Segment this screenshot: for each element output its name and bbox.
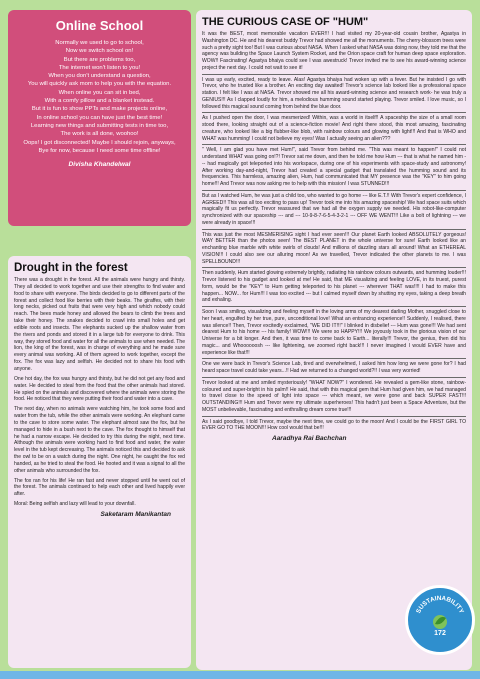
story-moral: Moral: Being selfish and lazy will lead to your downfall.	[14, 501, 136, 508]
divider	[202, 416, 466, 417]
divider	[202, 74, 466, 75]
poem-line: Oops! I got disconnected! Maybe I should rejoin, anyways,	[23, 139, 176, 146]
article-paragraph: But as I watched Hum, he was just a child too, who wanted to go home --- like E.T.!! With Trevor's expert confidence, I AGREED!! This was all too exciting to pass up! Trevor took me into his amazing spaceship! We had space suits which magically fit us perfectly. Trevor reassured that we had all the oxygen supply we needed. His robot-like-computer synchronized with our spaceship --- and --- 10-9-8-7-6-5-4-3-2-1 --- OFF WE WENT!!! Like a bolt of lightning --- we were already in space!!!	[202, 192, 466, 226]
article-paragraph: " Well, I am glad you have met Hum!", said Trevor from behind me. "This was meant to happen!" I could not understand WHAT was going on!?! Trevor sat me down, and then he told me how Hum --- that is what he named him --- had magically got teleported into his workspace, during one of his experiments with space-study and astronomy! After working day-and-night, Trevor had created a special gadget that translated the humming sound and its frequencies. This harmless, amazing alien, Hum, had communicated that MY presence was the "KEY" to him going home!!! And Trevor was now asking me to help with this mission! I was STUNNED!!!	[202, 147, 466, 187]
poem-line: The internet won't listen to you!	[58, 64, 141, 71]
bottom-strip	[0, 671, 480, 679]
story-box	[8, 256, 191, 668]
article-paragraph: Soon I was smiling, visualizing and feeling myself in the loving arms of my dearest darling Mother, snuggled close to her heart, engulfed by her true, pure, unconditional love! What an entrancing experience!! Suddenly, I realised, there was silence!! Then, Trevor excitedly exclaimed, "WE DID IT!!!" I blinked in disbelief --- Hum was gone!!! We had sent dearest Hum to his home --- his family! WOW!!! We were so HAPPY!!! We joyously took in the glorious vision of our Universe for a bit longer. And then, it was time to come back to Earth... literally!!! Trevor, the genius, then did his magic... and Whoooooosh --- like lightening, we zoomed right back!!! I never imagined I would EVER have and experience like that!!!	[202, 309, 466, 356]
poem-title: Online School	[55, 18, 144, 33]
poem-line: Now we switch school on!	[65, 48, 134, 55]
article-paragraph: As I pushed open the door, I was mesmerized! Within, was a world in itself!! A spaceship the size of a small room stood there, looking straight out of a science-fiction movie! And right there stood, this most amazing, fascinating creature, who looked like a big flubber-like blob, with rainbow colours and glowing with light!!! And that is WHO and WHAT was humming! I could not believe my eyes! Was I actually seeing an alien???	[202, 115, 466, 142]
poem-author: Divisha Khandelwal	[68, 161, 131, 169]
article-paragraph: Trevor looked at me and smiled mysteriously! "WHAT NOW?" I wondered. He revealed a gem-like stone, rainbow-coloured and super-bright in his palm!! He said, that with this magical gem that Hum had given him, we had managed to travel close to the speed of light into space --- which meant, we were gone and back SUPER FAST!!! OUTSTANDING!!! Hum and Trevor were my ultimate superheroes! This hadn't just been a Space Adventure, but the MOST unbelievable, fascinating and enthralling dream come true!!!	[202, 379, 466, 413]
story-paragraph: One hot day, the fox was hungry and thirsty, but he did not get any food and water. He decided to steal from the food that the other animals had stored. He spied on the animals and discovered where the animals were storing the food. He noticed that they were putting their food and water into a cave.	[14, 375, 185, 403]
poem-line: When you don't understand a question,	[48, 73, 151, 80]
story-author: Saketaram Manikantan	[100, 511, 171, 518]
story-paragraph: The fox ran for his life! He ran fast and never stopped until he went out of the forest. The animals continued to help each other and lived happily ever after.	[14, 477, 185, 498]
poem-line: When online you can sit in bed,	[58, 89, 141, 96]
article-paragraph: It was the BEST, most memorable vacation EVER!!! I had visited my 20-year-old cousin brother, Agastya in Washington DC. He and his dearest buddy Trevor had showed me all the monuments. The cherry-blossom trees were such a pretty sight too! But I was curious about NASA. When I asked what NASA was doing now, they told me that the agency was building the Space Launch System Rocket, and the Orion space craft for human deep space exploration. WOW!! Fascinating! Agastya bhaiya could see I was awestruck! Trevor invited me to see his award-winning science project the next day. I could not wait to see it!	[202, 31, 466, 71]
poem-line: The work is all done, woohoo!	[60, 131, 139, 138]
poem-line: But it is fun to show PPTs and make projects online,	[31, 106, 168, 113]
divider	[202, 190, 466, 191]
badge-text: SUSTAINABILITY	[415, 594, 465, 615]
poem-box	[8, 10, 191, 226]
article-paragraph: Then suddenly, Hum started glowing extremely brightly, radiating his rainbow colours outwards, and humming louder!!! Trevor listened to his gadget and looked at me! He said, that ME visualizing and feeling LOVE, in its truest, purest form, would be the "KEY" to Hum getting teleported to his planet --- wherever THAT was!!!! I had to make this happen... NOW... for Hum!!! I was too excited --- but I calmed myself down by shutting my eyes, taking a deep breath and exhaling.	[202, 270, 466, 304]
poem-line: Learning new things and submitting tests in time too,	[30, 122, 169, 129]
article-author: Aaradhya Rai Bachchan	[272, 435, 347, 442]
article-paragraph: As I said goodbye, I told Trevor, maybe the next time, we could go to the moon! And I could be the FIRST GIRL TO EVER GO TO THE MOON!!! How cool would that be!!!	[202, 418, 466, 432]
poem-line: Normally we used to go to school,	[55, 40, 144, 46]
divider	[202, 112, 466, 113]
article-paragraph: One we were back in Trevor's Science Lab, tired and overwhelmed, I asked him how long we were gone for? I had heard space travel could take years...!! Had we returned to a changed world?!! I was very worried!	[202, 361, 466, 374]
article-title: THE CURIOUS CASE OF "HUM"	[202, 16, 369, 28]
story-paragraph: There was a drought in the forest. All the animals were hungry and thirsty. They all decided to work together and use their strengths to find water and food to share with everyone. The birds decided to go to different parts of the forest and collect food like berries with their beaks. The giraffes, with their long necks, picked out fruits that were very high and which nobody could reach. The bees made honey and allowed the bears to climb the trees and take their honey. The snakes decided to crawl into small holes and get edible roots and insects. The elephants sucked up the shallow water from the rivers and ponds and stored it in a large tub for everyone to drink. This way, they stored food and water for all the animals to use when needed. The lion, the king of the forest, was in charge of everything and he made sure every animal was working. All of them agreed to work together, except the fox. The fox was lazy and selfish. He decided not to share his food with anyone.	[14, 277, 185, 372]
story-paragraph: The next day, when no animals were watching him, he took some food and water from the tub, while the other animals were working. An elephant came to the cave to store some water. The elephant almost saw the fox, but he managed to hide in a bush next to the cave. The fox thought to himself that he had a narrow escape. He decided to try this during the night, next time. Although the animals were working hard to find food and water, the water level in the tub kept decreasing. The animals noticed this and decided to ask the owl to be on a watch during the night. One night, he caught the fox red handed, as he tried to steal the food. He hooted and it was a signal to all the other animals who surrounded the fox.	[14, 406, 185, 474]
poem-lines	[14, 39, 185, 155]
divider	[202, 229, 466, 230]
divider	[202, 267, 466, 268]
divider	[202, 144, 466, 145]
badge-number: 172	[434, 630, 446, 637]
story-title: Drought in the forest	[14, 262, 128, 274]
badge-graphic	[408, 588, 472, 652]
sustainability-badge	[405, 585, 475, 655]
divider	[202, 358, 466, 359]
divider	[202, 306, 466, 307]
article-paragraph: This was just the most MESMERISING sight I had ever seen!!! Our planet Earth looked ABSOLUTELY gorgeous! WAY BETTER than the photos seen! The BEST PLANET in the whole universe for sure! Earth looked like an enchanting blue marble with white swirls of clouds! And millions of dazzling stars all around! What an ETHEREAL VISION!!! I could also see our alluring moon! As we travelled, Trevor indicated the other planets to me. I was SPELLBOUND!!!	[202, 231, 466, 265]
poem-line: You will quickly ask mom to help you with the equation.	[27, 81, 172, 88]
divider	[202, 377, 466, 378]
poem-line: But there are problems too,	[63, 56, 136, 63]
poem-line: With a comfy pillow and a blanket instead.	[44, 98, 155, 105]
poem-line: In online school you can have just the best time!	[36, 114, 163, 121]
article-paragraph: I was up early, excited, ready to leave. Alas! Agastya bhaiya had woken up with a fever. But he insisted I go with Trevor, who he trusted like a brother. An exciting day awaited! Trevor's science lab looked like a professional space station. I felt like I was at NASA. Trevor showed me all his award-winning science and research work- he was truly a GENIUS!!! As I clapped loudly for him, a melodious humming sound started playing. Trevor smiled. I love music, so I followed this magical sound coming from behind the blue door.	[202, 76, 466, 110]
poem-line: Bye for now, because I need some time offline!	[38, 147, 161, 154]
article-box	[196, 10, 472, 670]
